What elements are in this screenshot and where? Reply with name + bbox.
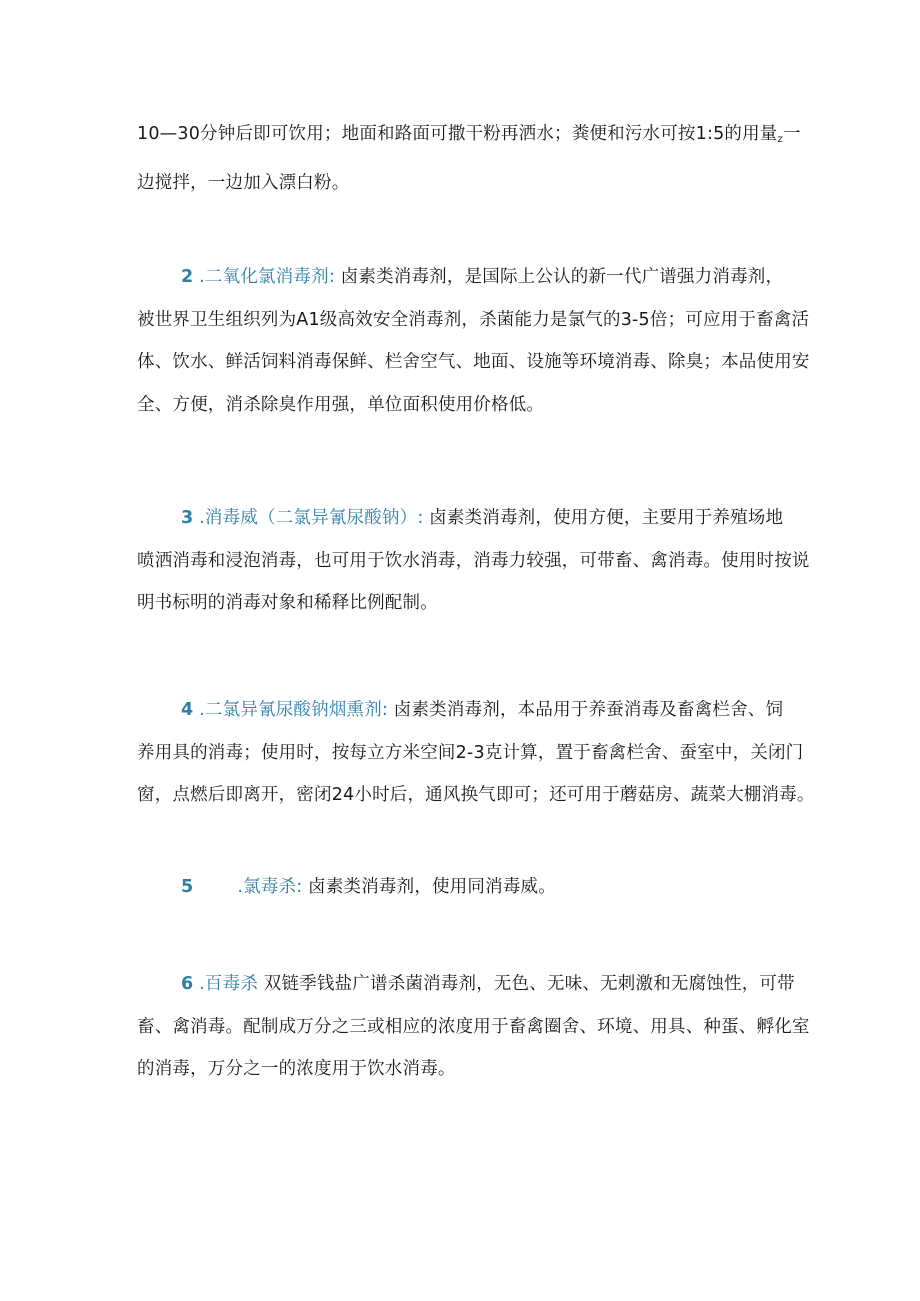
item-number: 5 [181,877,194,897]
paragraph-xiaoduwei [137,497,810,625]
paragraph-line: 喷洒消毒和浸泡消毒，也可用于饮水消毒，消毒力较强，可带畜、禽消毒。使用时按说 [137,550,810,571]
item-heading: .二氧化氯消毒剂: [199,267,335,287]
paragraph-text: 卤素类消毒剂，使用同消毒威。 [308,877,556,897]
paragraph-line: 畜、禽消毒。配制成万分之三或相应的浓度用于畜禽圈舍、环境、用具、种蛋、孵化室 [137,1016,810,1037]
paragraph-text: 一 [782,124,801,144]
paragraph-line [137,963,797,1006]
paragraph-line: 边搅拌，一边加入漂白粉。 [137,172,350,193]
paragraph-line [137,866,797,909]
paragraph-text: 双链季钱盐广谱杀菌消毒剂，无色、无味、无刺激和无腐蚀性，可带 [263,974,795,994]
paragraph-fumigant [137,689,815,817]
paragraph-text: 卤素类消毒剂，是国际上公认的新一代广谱强力消毒剂， [340,267,784,287]
paragraph-line [137,497,797,540]
paragraph-lvdusha [137,866,797,909]
item-heading: .消毒威（二氯异氰尿酸钠）: [199,508,424,528]
item-number: 2 [181,267,194,287]
paragraph-text: 10—30分钟后即可饮用；地面和路面可撒干粉再洒水；粪便和污水可按1:5的用量 [137,124,778,144]
paragraph-chlorine-dioxide [137,256,810,426]
subscript-mark: z [777,134,783,145]
paragraph-line [137,256,797,299]
paragraph-line: 体、饮水、鲜活饲料消毒保鲜、栏舍空气、地面、设施等环境消毒、除臭；本品使用安 [137,352,810,372]
paragraph-line [137,689,797,732]
paragraph-text: 卤素类消毒剂，本品用于养蚕消毒及畜禽栏舍、饲 [393,700,784,720]
item-heading: .氯毒杀: [237,877,303,897]
paragraph-line: 明书标明的消毒对象和稀释比例配制。 [137,593,438,613]
paragraph-line: 全、方便，消杀除臭作用强，单位面积使用价格低。 [137,394,545,415]
paragraph-line: 养用具的消毒；使用时，按每立方米空间2-3克计算，置于畜禽栏舍、蚕室中，关闭门 [137,742,804,763]
paragraph-line: 被世界卫生组织列为A1级高效安全消毒剂，杀菌能力是氯气的3-5倍；可应用于畜禽活 [137,309,810,330]
item-heading: .百毒杀 [199,974,259,994]
item-heading: .二氯异氰尿酸钠烟熏剂: [199,700,389,720]
paragraph-line: 的消毒，万分之一的浓度用于饮水消毒。 [137,1059,456,1079]
paragraph-bleach-continuation [137,113,801,204]
paragraph-baidusha [137,963,810,1091]
paragraph-line [137,113,801,162]
item-number: 6 [181,974,194,994]
item-number: 3 [181,508,194,528]
paragraph-text: 卤素类消毒剂，使用方便，主要用于养殖场地 [429,508,784,528]
paragraph-line: 窗，点燃后即离开，密闭24小时后，通风换气即可；还可用于蘑菇房、蔬菜大棚消毒。 [137,785,815,805]
item-number: 4 [181,700,194,720]
